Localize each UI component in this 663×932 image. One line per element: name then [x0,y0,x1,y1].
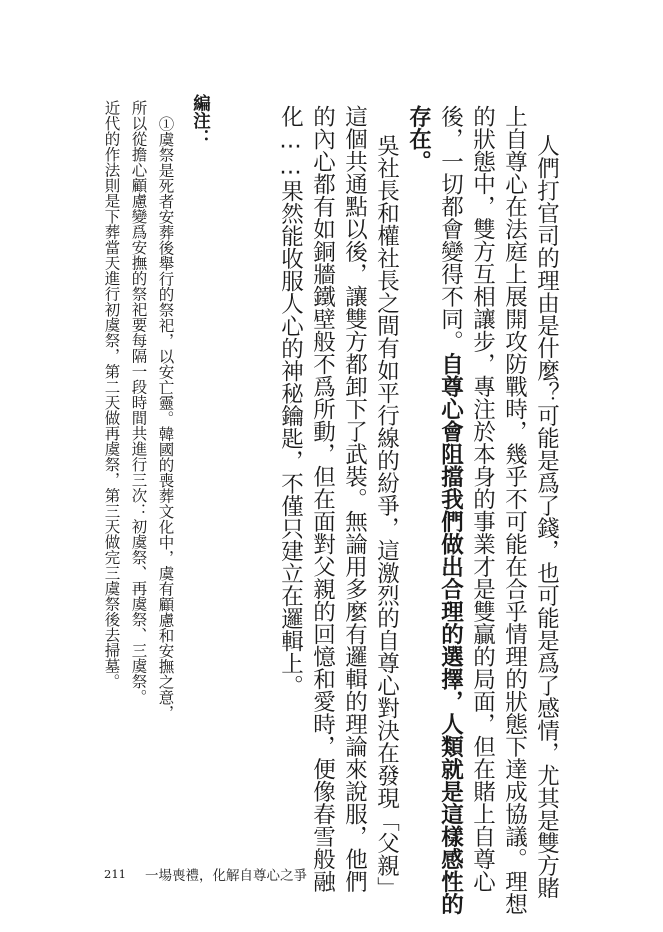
body-text: 化……果然能收服人心的神秘鑰匙，不僅只建立在邏輯上。 [277,105,304,697]
body-line-3 [471,105,494,893]
body-line-6 [375,134,398,899]
body-text: 的狀態中，雙方互相讓步，專注於本身的事業才是雙贏的局面，但在賭上自尊心 [469,105,496,893]
body-line-9 [279,105,302,697]
note-line-3: 近代的作法則是下葬當天進行初虞祭，第二天做再虞祭，第三天做完三虞祭後去掃墓。 [102,100,121,689]
note-line-1: ①虞祭是死者安葬後舉行的祭祀，以安亡靈。韓國的喪葬文化中，虞有顧慮和安撫之意， [156,116,175,721]
running-title: 一場喪禮，化解自尊心之爭 [145,868,307,884]
body-line-2 [503,105,526,915]
body-line-4 [439,105,462,915]
body-emphasis: 存在。 [405,105,432,173]
body-text: 這個共通點以後，讓雙方都卸下了武裝。無論用多麼有邏輯的理論來說服，他們 [341,105,368,893]
note-line-2: 所以從擔心顧慮變爲安撫的祭祀要每隔一段時間共進行三次：初虞祭、再虞祭、三虞祭。 [129,100,148,705]
body-text: 人們打官司的理由是什麼？可能是爲了錢，也可能是爲了感情，尤其是雙方賭 [533,134,560,899]
body-text: 吳社長和權社長之間有如平行線的紛爭，這激烈的自尊心對決在發現「父親」 [373,134,400,899]
body-text: 上自尊心在法庭上展開攻防戰時，幾乎不可能在合乎情理的狀態下達成協議。理想 [501,105,528,915]
body-emphasis: 自尊心會阻擋我們做出合理的選擇，人類就是這樣感性的 [437,352,464,915]
page-number: 211 [104,867,126,881]
body-line-7 [343,105,366,893]
notes-title: 編注： [190,94,211,147]
body-line-8 [311,105,334,893]
body-line-1 [535,134,558,899]
body-text: 的內心都有如銅牆鐵壁般不爲所動，但在面對父親的回憶和愛時，便像春雪般融 [309,105,336,893]
body-text: 後，一切都會變得不同。 [437,105,464,353]
body-line-5 [407,105,430,173]
